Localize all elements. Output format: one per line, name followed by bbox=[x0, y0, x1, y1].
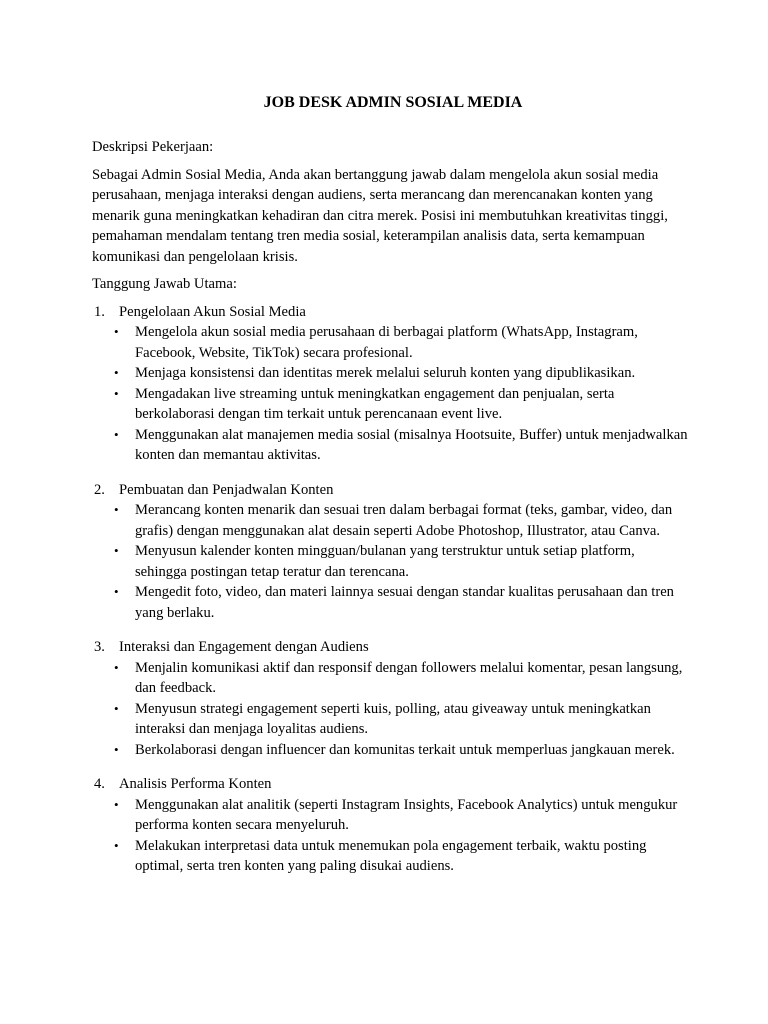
section-title: Interaksi dan Engagement dengan Audiens bbox=[119, 639, 369, 655]
document-title: JOB DESK ADMIN SOSIAL MEDIA bbox=[263, 94, 523, 111]
bullet-list bbox=[92, 658, 688, 761]
list-item-text: Mengadakan live streaming untuk meningkatkan engagement dan penjualan, serta berkolaborasi dengan tim terkait untuk perencanaan event live. bbox=[135, 385, 615, 422]
section-number: 2. bbox=[94, 481, 105, 498]
bullet-list bbox=[92, 322, 688, 466]
bullet-icon: • bbox=[114, 741, 119, 757]
list-item bbox=[110, 322, 688, 363]
list-item-text: Mengedit foto, video, dan materi lainnya sesuai dengan standar kualitas perusahaan dan tren yang berlaku. bbox=[135, 584, 674, 621]
bullet-icon: • bbox=[114, 700, 119, 716]
list-item bbox=[110, 363, 688, 384]
bullet-icon: • bbox=[114, 837, 119, 853]
list-item-text: Merancang konten menarik dan sesuai tren dalam berbagai format (teks, gambar, video, dan grafis) dengan menggunakan alat desain seperti Adobe Photoshop, Illustrator, atau Canva. bbox=[135, 502, 673, 539]
bullet-icon: • bbox=[114, 796, 119, 812]
list-item-text: Menjaga konsistensi dan identitas merek melalui seluruh konten yang dipublikasikan. bbox=[135, 365, 636, 381]
list-item bbox=[110, 425, 688, 466]
list-item bbox=[110, 699, 688, 740]
list-item bbox=[110, 658, 688, 699]
description-heading: Deskripsi Pekerjaan: bbox=[92, 139, 214, 155]
bullet-list bbox=[92, 500, 688, 623]
section-number: 1. bbox=[94, 303, 105, 320]
list-item bbox=[110, 795, 688, 836]
section-number: 3. bbox=[94, 639, 105, 655]
section-title: Pengelolaan Akun Sosial Media bbox=[119, 303, 306, 320]
section-heading bbox=[92, 302, 688, 323]
section-4 bbox=[92, 774, 688, 877]
list-item-text: Menggunakan alat manajemen media sosial (misalnya Hootsuite, Buffer) untuk menjadwalkan konten dan memantau aktivitas. bbox=[135, 426, 688, 463]
list-item-text: Menyusun kalender konten mingguan/bulanan yang terstruktur untuk setiap platform, sehingga postingan tetap teratur dan terencana. bbox=[135, 543, 635, 580]
description-body: Sebagai Admin Sosial Media, Anda akan bertanggung jawab dalam mengelola akun sosial media perusahaan, menjaga interaksi dengan audiens, serta merancang dan merencanakan konten yang menarik guna meningkatkan kehadiran dan citra merek. Posisi ini membutuhkan kreativitas tinggi, pemahaman mendalam tentang tren media sosial, keterampilan analisis data, serta kemampuan komunikasi dan pengelolaan krisis. bbox=[92, 166, 668, 265]
list-item-text: Melakukan interpretasi data untuk menemukan pola engagement terbaik, waktu posting optimal, serta tren konten yang paling disukai audiens. bbox=[135, 837, 647, 874]
section-3 bbox=[92, 637, 688, 760]
bullet-icon: • bbox=[114, 385, 119, 401]
list-item bbox=[110, 384, 688, 425]
bullet-list bbox=[92, 795, 688, 877]
section-1 bbox=[92, 302, 688, 466]
list-item-text: Menjalin komunikasi aktif dan responsif dengan followers melalui komentar, pesan langsung, dan feedback. bbox=[135, 659, 683, 696]
responsibilities-heading: Tanggung Jawab Utama: bbox=[92, 276, 237, 292]
bullet-icon: • bbox=[114, 324, 119, 339]
list-item bbox=[110, 740, 688, 761]
section-2 bbox=[92, 480, 688, 624]
list-item bbox=[110, 500, 688, 541]
list-item-text: Menggunakan alat analitik (seperti Instagram Insights, Facebook Analytics) untuk mengukur performa konten secara menyeluruh. bbox=[135, 796, 678, 833]
list-item-text: Berkolaborasi dengan influencer dan komunitas terkait untuk memperluas jangkauan merek. bbox=[135, 741, 675, 758]
bullet-icon: • bbox=[114, 365, 119, 380]
list-item-text: Mengelola akun sosial media perusahaan di berbagai platform (WhatsApp, Instagram, Facebook, Website, TikTok) secara profesional. bbox=[135, 324, 638, 361]
list-item bbox=[110, 582, 688, 623]
section-heading bbox=[92, 774, 688, 795]
section-number: 4. bbox=[94, 776, 105, 792]
section-heading bbox=[92, 637, 688, 658]
bullet-icon: • bbox=[114, 502, 119, 517]
section-title: Pembuatan dan Penjadwalan Konten bbox=[119, 481, 334, 498]
bullet-icon: • bbox=[114, 584, 119, 599]
section-title: Analisis Performa Konten bbox=[119, 776, 272, 792]
list-item bbox=[110, 836, 688, 877]
bullet-icon: • bbox=[114, 659, 119, 675]
bullet-icon: • bbox=[114, 543, 119, 558]
list-item bbox=[110, 541, 688, 582]
list-item-text: Menyusun strategi engagement seperti kuis, polling, atau giveaway untuk meningkatkan interaksi dan menjaga loyalitas audiens. bbox=[135, 700, 651, 737]
section-heading bbox=[92, 480, 688, 501]
bullet-icon: • bbox=[114, 426, 119, 442]
